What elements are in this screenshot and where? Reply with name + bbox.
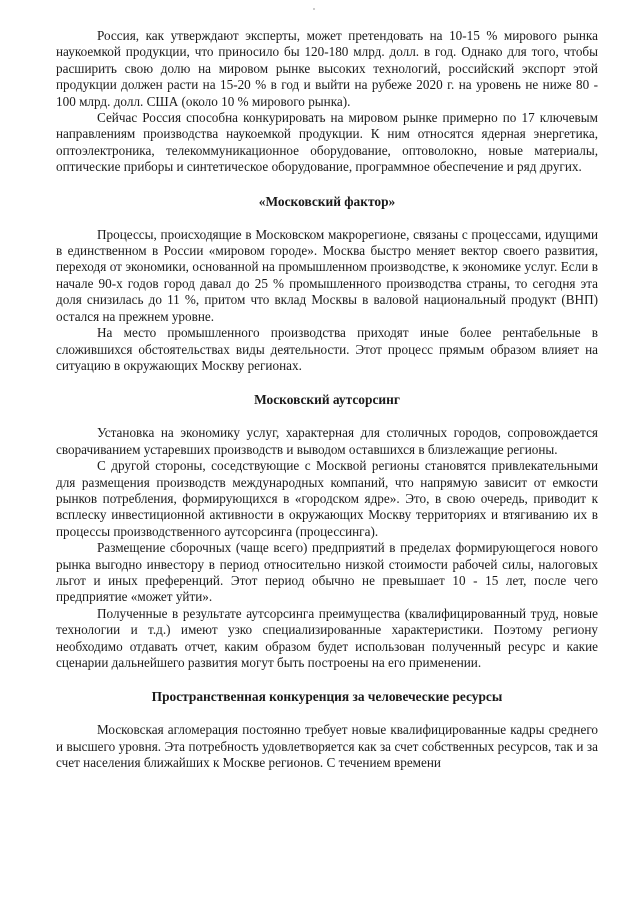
document-page [56,28,598,772]
paragraph-industry-replacement: На место промышленного производства приходят иные более рентабельные в сложившихся обстоятельствах виды деятельности. Этот процесс прямым образом влияет на ситуацию в окружающих Москву регионах. [56,325,598,373]
paragraph-russia-market-share: Россия, как утверждают эксперты, может претендовать на 10-15 % мирового рынка наукоемкой продукции, что приносило бы 120-180 млрд. долл. в год. Однако для того, чтобы расширить свою долю на мировом рынке высоких технологий, российский экспорт этой продукции должен расти на 15-20 % в год и выйти на рубеже 2020 г. на уровень не ниже 80 - 100 млрд. долл. США (около 10 % мирового рынка). [56,28,598,109]
section-heading-moscow-outsourcing: Московский аутсорсинг [254,392,400,408]
section-heading-human-resources: Пространственная конкуренция за человеческие ресурсы [151,689,503,705]
section-heading-moscow-factor: «Московский фактор» [258,193,396,209]
scan-dot [313,8,315,10]
paragraph-services-economy: Установка на экономику услуг, характерная для столичных городов, сопровождается сворачиванием устаревших производств и выводом оставшихся в близлежащие регионы. [56,425,598,457]
paragraph-moscow-agglomeration: Московская агломерация постоянно требует новые квалифицированные кадры среднего и высшего уровня. Эта потребность удовлетворяется как за счет собственных ресурсов, так и за счет населения ближайших к Москве регионов. С течением времени [56,722,598,771]
paragraph-moscow-processes: Процессы, происходящие в Московском макрорегионе, связаны с процессами, идущими в единственном в России «мировом городе». Москва быстро меняет вектор своего развития, переходя от экономики, основанной на промышленном производстве, к экономике услуг. Если в начале 90-х годов город давал до 25 % промышленного производства страны, то сегодня эта доля снизилась до 11 %, притом что вклад Москвы в валовой национальный продукт (ВНП) остался на прежнем уровне. [56,226,598,324]
paragraph-assembly-plants: Размещение сборочных (чаще всего) предприятий в пределах формирующегося нового рынка выгодно инвестору в период относительно низкой стоимости рабочей силы, налоговых льгот и иных преференций. Этот период обычно не превышает 10 - 15 лет, после чего предприятие «может уйти». [56,540,598,605]
paragraph-key-directions: Сейчас Россия способна конкурировать на мировом рынке примерно по 17 ключевым направлениям производства наукоемкой продукции. К ним относятся ядерная энергетика, оптоэлектроника, телекоммуникационное оборудование, оптоволокно, новые материалы, оптические приборы и синтетическое оборудование, программное обеспечение и ряд других. [56,110,598,175]
paragraph-outsourcing-advantages: Полученные в результате аутсорсинга преимущества (квалифицированный труд, новые технологии и т.д.) имеют узко специализированные характеристики. Поэтому региону необходимо отдавать отчет, каким образом будет использован полученный ресурс и какие сценарии дальнейшего развития могут быть построены на его применении. [56,605,598,670]
paragraph-neighbor-regions: С другой стороны, соседствующие с Москвой регионы становятся привлекательными для размещения производств международных компаний, что напрямую зависит от емкости рынков потребления, формирующихся в «городском ядре». Это, в свою очередь, приводит к всплеску инвестиционной активности в окружающих Москву территориях и втягиванию их в процессы производственного аутсорсинга (процессинга). [56,458,598,539]
